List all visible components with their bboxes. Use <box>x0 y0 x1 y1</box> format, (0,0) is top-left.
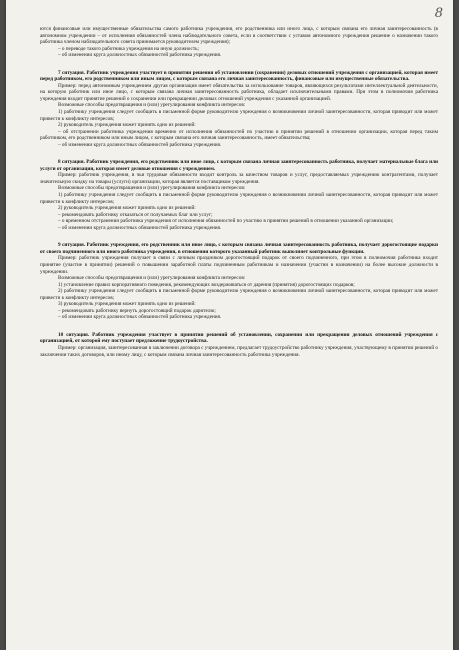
situation-9-heading: 9 ситуация. Работник учреждения, его родственник или иное лицо, с которым связана личная заинтересованность работника, получает дорогостоящие подарки от своего подчиненного или иного работника учреждения, в отношении которого указанный работник выполняет контрольные функции. <box>40 242 438 255</box>
list-item: 2) руководитель учреждения может принять одно из решений: <box>58 205 196 212</box>
list-item: – рекомендовать работнику отказаться от получаемых благ или услуг; <box>58 211 213 218</box>
list-item: 3) руководитель учреждения может принять одно из решений: <box>58 301 196 308</box>
document-page <box>6 0 453 650</box>
paragraph: Возможные способы предотвращения и (или) урегулирования конфликта интересов: <box>58 102 246 109</box>
paragraph: Пример: организация, заинтересованная в заключении договора с учреждением, предлагает трудоустройство работнику учреждения, участвующему в принятии решений о заключении таких договоров, или иному лицу, с которым связана личная заинтересованность работника учреждения. <box>40 344 438 358</box>
situation-10-heading: 10 ситуация. Работник учреждения участвует в принятии решений об установлении, сохранении или прекращении деловых отношений учреждения с организацией, от которой ему поступает предложение трудоустройства. <box>40 331 438 345</box>
list-item: 1) работнику учреждения следует сообщить в письменной форме руководителю учреждения о возникновении личной заинтересованности, которая приводит или может привести к конфликту интересов; <box>40 109 438 122</box>
situation-7-heading: 7 ситуация. Работник учреждения участвует в принятии решения об установлении (сохранении) деловых отношений учреждения с организацией, которая имеет перед работником, его родственником или иным лицом, с которым связана его личная заинтересованность, финансовые или имущественные обязательства. <box>40 69 438 83</box>
paragraph: Пример: работник учреждения, в чьи трудовые обязанности входит контроль за качеством товаров и услуг, предоставляемых учреждению контрагентами, получает значительную скидку на товары (услуги) организации, которая является поставщиком учреждения. <box>40 172 438 185</box>
page-content <box>40 26 438 358</box>
situation-8-heading: 8 ситуация. Работник учреждения, его родственник или иное лицо, с которым связана личная заинтересованность работника, получает материальные блага или услуги от организации, которая имеет деловые отношения с учреждением. <box>40 159 438 172</box>
list-item: – о временном отстранении работника учреждения от исполнения обязанностей по участию в принятии решений в отношении указанной организации; <box>58 218 394 225</box>
paragraph: Возможные способы предотвращения и (или) урегулирования конфликта интересов: <box>58 185 246 192</box>
paragraph: Возможные способы предотвращения и (или) урегулирования конфликта интересов: <box>58 275 246 282</box>
paragraph: Пример: перед автономным учреждением другая организация имеет обязательства за использование товаров, являющихся результатами интеллектуальной деятельности, на которую работник или иное лицо, с которым связана личная заинтересованность работника, обладает исключительными правами. При этом в полномочия работника учреждения входит принятие решений о сохранении или прекращении деловых отношений учреждения с указанной организацией. <box>40 82 438 102</box>
paragraph: Пример: работник учреждения получает в связи с личным праздником дорогостоящий подарок от своего подчиненного, при этом в полномочия работника входит принятие (участие в принятии) решений о повышении заработной платы подчиненным работникам и назначении (участии в назначении) на более высокие должности в учреждении. <box>40 255 438 275</box>
list-item: – об изменении круга должностных обязанностей работника учреждения. <box>58 224 222 231</box>
list-item: – рекомендовать работнику вернуть дорогостоящий подарок дарителю; <box>58 307 216 314</box>
list-item: 1) работнику учреждения следует сообщить в письменной форме руководителю учреждения о возникновении личной заинтересованности, которая приводит или может привести к конфликту интересов; <box>40 192 438 205</box>
list-item: – об изменении круга должностных обязанностей работника учреждения. <box>58 52 222 59</box>
page-number: 8 <box>434 6 443 21</box>
list-item: – о переводе такого работника учреждения на иную должность; <box>58 45 199 52</box>
list-item: – об изменении круга должностных обязанностей работника учреждения. <box>58 141 222 148</box>
paragraph: ются финансовые или имущественные обязательства самого работника учреждения, его родственника или иного лица, с которым связана его личная заинтересованность (в автономном учреждении – от исполнения обязанностей члена наблюдательного совета, если в соответствии с уставом автономного учреждения решение о назначении такого работника членом наблюдательного совета принимается руководителем учреждения); <box>40 26 438 46</box>
list-item: – об изменении круга должностных обязанностей работника учреждения. <box>58 314 222 321</box>
list-item: – об отстранении работника учреждения временно от исполнения обязанностей по участию в принятии решений в отношении организации, которая перед таким работником, его родственником или иным лицом, с которым связана его личная заинтересованность, имеет обязательства; <box>40 128 438 142</box>
list-item: 2) работнику учреждения следует сообщить в письменной форме руководителю учреждения о возникновении личной заинтересованности, которая приводит или может привести к конфликту интересов; <box>40 288 438 301</box>
list-item: 2) руководитель учреждения может принять одно из решений: <box>58 122 196 129</box>
list-item: 1) установление правил корпоративного поведения, рекомендующих воздерживаться от дарения (принятия) дорогостоящих подарков; <box>58 281 355 288</box>
